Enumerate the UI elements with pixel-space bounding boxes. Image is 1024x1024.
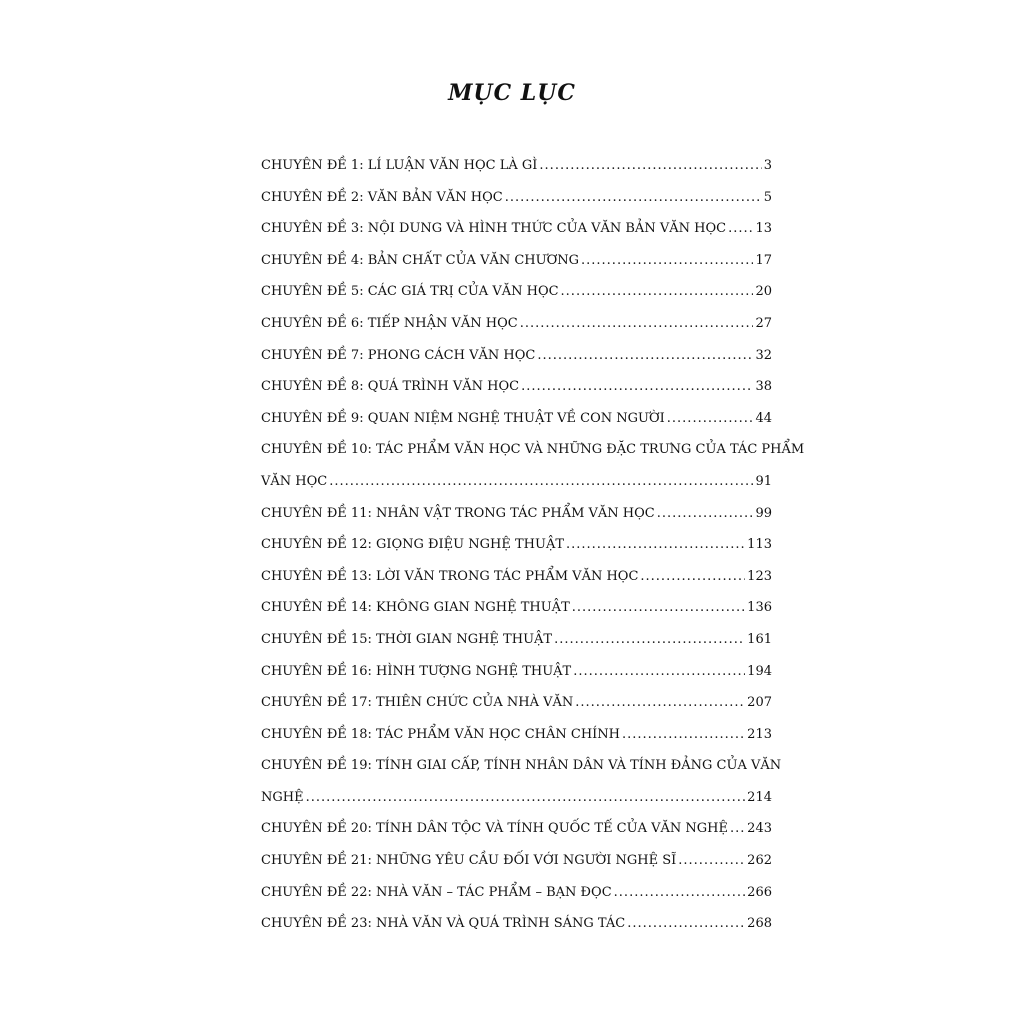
toc-entry-title: CHUYÊN ĐỀ 1: LÍ LUẬN VĂN HỌC LÀ GÌ	[261, 158, 538, 173]
toc-leader-dots	[505, 182, 762, 214]
page-title: MỤC LỤC	[448, 80, 576, 106]
toc-entry	[261, 150, 772, 182]
toc-entry-title: CHUYÊN ĐỀ 14: KHÔNG GIAN NGHỆ THUẬT	[261, 600, 570, 616]
toc-page-number: 136	[747, 600, 772, 616]
toc-entry	[261, 371, 772, 403]
toc-entry-first-line: CHUYÊN ĐỀ 10: TÁC PHẨM VĂN HỌC VÀ NHỮNG ĐẶC TRƯNG CỦA TÁC PHẨM	[261, 442, 805, 458]
toc-entry	[261, 782, 772, 814]
toc-leader-dots	[520, 308, 754, 340]
toc-leader-dots	[728, 213, 753, 245]
toc-entry-title: CHUYÊN ĐỀ 6: TIẾP NHẬN VĂN HỌC	[261, 315, 518, 331]
toc-leader-dots	[640, 561, 745, 593]
toc-page-number: 243	[747, 821, 772, 837]
toc-page-number: 13	[755, 221, 772, 237]
toc-page-number: 17	[755, 252, 772, 268]
toc-entry-title: CHUYÊN ĐỀ 2: VĂN BẢN VĂN HỌC	[261, 189, 503, 205]
toc-entry	[261, 656, 772, 688]
toc-entry	[261, 498, 772, 530]
toc-page-number: 27	[755, 315, 772, 331]
toc-page-number: 99	[755, 505, 772, 521]
toc-entry	[261, 466, 772, 498]
toc-entry-title: CHUYÊN ĐỀ 4: BẢN CHẤT CỦA VĂN CHƯƠNG	[261, 252, 580, 268]
toc-entry-title: CHUYÊN ĐỀ 11: NHÂN VẬT TRONG TÁC PHẨM VĂN HỌC	[261, 505, 655, 521]
toc-page-number: 32	[755, 347, 772, 363]
toc-page-number: 268	[747, 916, 772, 932]
toc-page-number: 266	[747, 884, 772, 900]
toc-leader-dots	[554, 624, 745, 656]
toc-leader-dots	[575, 687, 745, 719]
toc-page-number: 262	[747, 853, 772, 869]
toc-entry	[261, 624, 772, 656]
toc-entry-title: CHUYÊN ĐỀ 12: GIỌNG ĐIỆU NGHỆ THUẬT	[261, 537, 565, 553]
toc-leader-dots	[657, 498, 754, 530]
toc-leader-dots	[521, 371, 753, 403]
toc-entry-title: CHUYÊN ĐỀ 21: NHỮNG YÊU CẦU ĐỐI VỚI NGƯỜI NGHỆ SĨ	[261, 853, 677, 869]
toc-leader-dots	[627, 908, 745, 940]
toc-entry-title: CHUYÊN ĐỀ 9: QUAN NIỆM NGHỆ THUẬT VỀ CON NGƯỜI	[261, 410, 665, 426]
toc-leader-dots	[622, 719, 745, 751]
toc-entry	[261, 719, 772, 751]
toc-entry-title: VĂN HỌC	[261, 473, 328, 489]
toc-entry	[261, 308, 772, 340]
toc-entry	[261, 561, 772, 593]
toc-leader-dots	[678, 845, 745, 877]
toc-leader-dots	[566, 529, 745, 561]
toc-entry	[261, 213, 772, 245]
toc-entry-title: CHUYÊN ĐỀ 16: HÌNH TƯỢNG NGHỆ THUẬT	[261, 663, 572, 679]
toc-entry	[261, 845, 772, 877]
toc-page-number: 161	[747, 631, 772, 647]
toc-page-number: 213	[747, 726, 772, 742]
toc-page-number: 113	[747, 537, 772, 553]
toc-page-number: 123	[747, 568, 772, 584]
toc-page-number: 20	[755, 284, 772, 300]
toc-entry-title: CHUYÊN ĐỀ 8: QUÁ TRÌNH VĂN HỌC	[261, 379, 520, 395]
toc-page-number: 207	[747, 695, 772, 711]
toc-entry-title: CHUYÊN ĐỀ 3: NỘI DUNG VÀ HÌNH THỨC CỦA VĂN BẢN VĂN HỌC	[261, 221, 727, 237]
toc-page-number: 38	[755, 379, 772, 395]
toc-page-number: 194	[747, 663, 772, 679]
toc-entry	[261, 877, 772, 909]
toc-page-number: 5	[763, 189, 772, 205]
toc-leader-dots	[573, 656, 745, 688]
toc-entry	[261, 908, 772, 940]
toc-leader-dots	[561, 276, 754, 308]
toc-entry-title: CHUYÊN ĐỀ 13: LỜI VĂN TRONG TÁC PHẨM VĂN HỌC	[261, 568, 639, 584]
toc-entry-title: CHUYÊN ĐỀ 15: THỜI GIAN NGHỆ THUẬT	[261, 631, 553, 647]
toc-entry-title: CHUYÊN ĐỀ 20: TÍNH DÂN TỘC VÀ TÍNH QUỐC TẾ CỦA VĂN NGHỆ	[261, 821, 728, 837]
toc-entry	[261, 276, 772, 308]
toc-entry	[261, 592, 772, 624]
toc-entry	[261, 687, 772, 719]
toc-entry	[261, 813, 772, 845]
toc-leader-dots	[539, 150, 761, 182]
toc-entry-title: CHUYÊN ĐỀ 7: PHONG CÁCH VĂN HỌC	[261, 347, 536, 363]
toc-leader-dots	[329, 466, 753, 498]
toc-page-number: 91	[755, 473, 772, 489]
toc-entry-title: NGHỆ	[261, 789, 304, 805]
toc-entry	[261, 182, 772, 214]
toc-entry-title: CHUYÊN ĐỀ 5: CÁC GIÁ TRỊ CỦA VĂN HỌC	[261, 284, 559, 300]
toc-leader-dots	[572, 592, 745, 624]
toc-page-number: 3	[763, 158, 772, 173]
toc-page-number: 214	[747, 789, 772, 805]
toc-entry	[261, 403, 772, 435]
toc-leader-dots	[306, 782, 746, 814]
toc-leader-dots	[537, 340, 753, 372]
toc-entry-title: CHUYÊN ĐỀ 23: NHÀ VĂN VÀ QUÁ TRÌNH SÁNG TÁC	[261, 916, 626, 932]
toc-leader-dots	[614, 877, 746, 909]
toc-entry	[261, 245, 772, 277]
toc-entry-title: CHUYÊN ĐỀ 17: THIÊN CHỨC CỦA NHÀ VĂN	[261, 695, 574, 711]
toc-entry-title: CHUYÊN ĐỀ 18: TÁC PHẨM VĂN HỌC CHÂN CHÍNH	[261, 726, 620, 742]
toc-leader-dots	[581, 245, 753, 277]
toc-entry	[261, 340, 772, 372]
table-of-contents	[261, 150, 805, 940]
toc-entry-first-line: CHUYÊN ĐỀ 19: TÍNH GIAI CẤP, TÍNH NHÂN DÂN VÀ TÍNH ĐẢNG CỦA VĂN	[261, 758, 782, 774]
toc-entry	[261, 529, 772, 561]
toc-leader-dots	[667, 403, 754, 435]
toc-leader-dots	[730, 813, 745, 845]
toc-entry-title: CHUYÊN ĐỀ 22: NHÀ VĂN – TÁC PHẨM – BẠN ĐỌC	[261, 884, 612, 900]
toc-page-number: 44	[755, 410, 772, 426]
